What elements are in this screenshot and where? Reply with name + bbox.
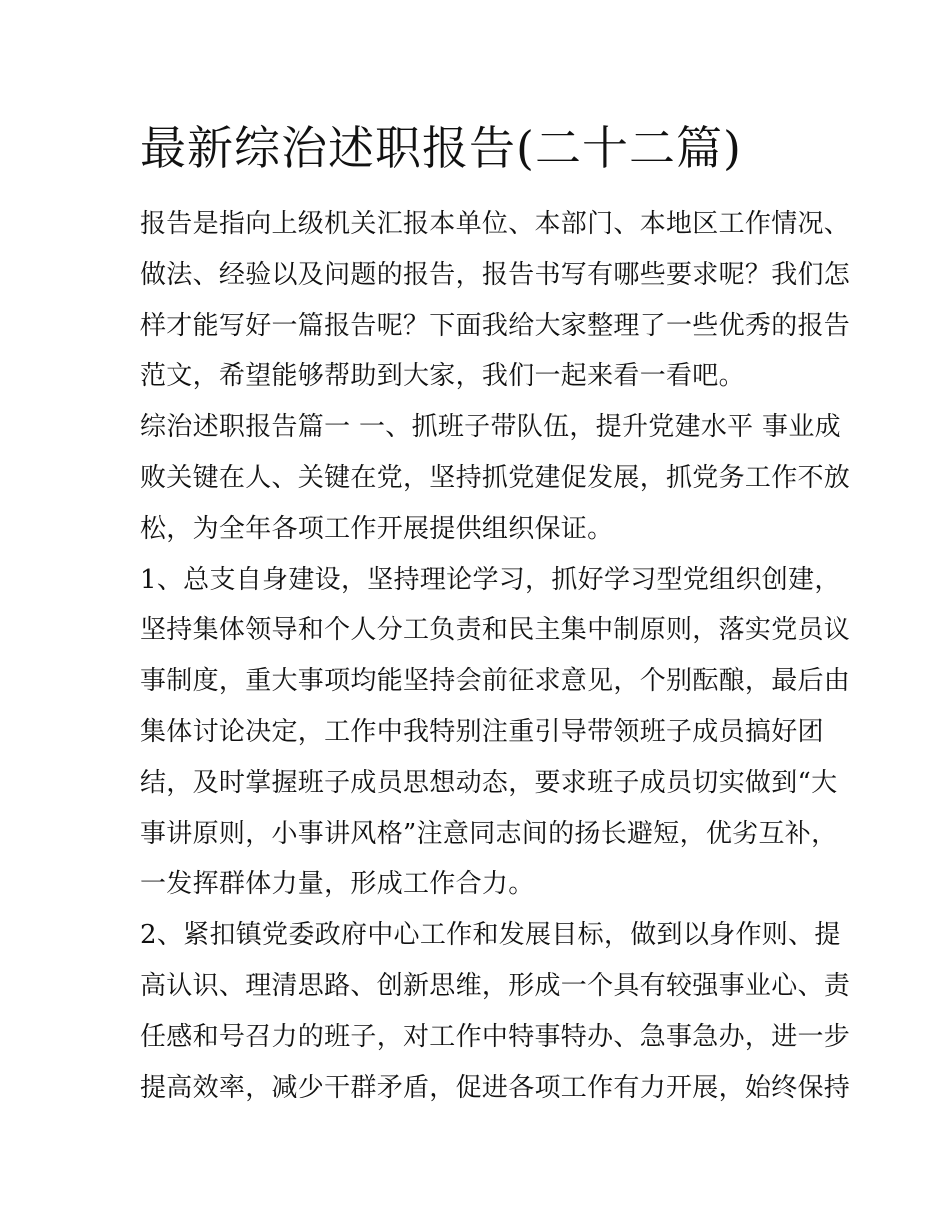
body-line: 松，为全年各项工作开展提供组织保证。 (140, 513, 614, 544)
body-line: 做法、经验以及问题的报告，报告书写有哪些要求呢？我们怎 (140, 259, 851, 290)
document-body (140, 199, 851, 1113)
body-line: 范文，希望能够帮助到大家，我们一起来看一看吧。 (140, 361, 745, 392)
body-line: 事讲原则，小事讲风格”注意同志间的扬长避短，优劣互补， (140, 818, 838, 849)
body-line: 2、紧扣镇党委政府中心工作和发展目标，做到以身作则、提 (140, 920, 841, 951)
body-line: 提高效率，减少干群矛盾，促进各项工作有力开展，始终保持 (140, 1072, 851, 1103)
document-title: 最新综治述职报告(二十二篇) (140, 121, 742, 175)
body-line: 一发挥群体力量，形成工作合力。 (140, 869, 535, 900)
body-line: 坚持集体领导和个人分工负责和民主集中制原则，落实党员议 (140, 615, 851, 646)
body-line: 事制度，重大事项均能坚持会前征求意见，个别酝酿，最后由 (140, 666, 851, 697)
body-line: 报告是指向上级机关汇报本单位、本部门、本地区工作情况、 (140, 209, 851, 239)
body-line: 1、总支自身建设，坚持理论学习，抓好学习型党组织创建， (140, 564, 841, 595)
body-line: 样才能写好一篇报告呢？下面我给大家整理了一些优秀的报告 (140, 310, 851, 341)
body-line: 高认识、理清思路、创新思维，形成一个具有较强事业心、责 (140, 970, 851, 1001)
body-line: 任感和号召力的班子，对工作中特事特办、急事急办，进一步 (140, 1021, 851, 1052)
body-line: 结，及时掌握班子成员思想动态，要求班子成员切实做到“大 (140, 767, 838, 798)
body-line: 败关键在人、关键在党，坚持抓党建促发展，抓党务工作不放 (140, 462, 851, 493)
body-line: 集体讨论决定，工作中我特别注重引导带领班子成员搞好团 (140, 716, 824, 747)
body-line: 综治述职报告篇一 一、抓班子带队伍，提升党建水平 事业成 (140, 412, 841, 443)
